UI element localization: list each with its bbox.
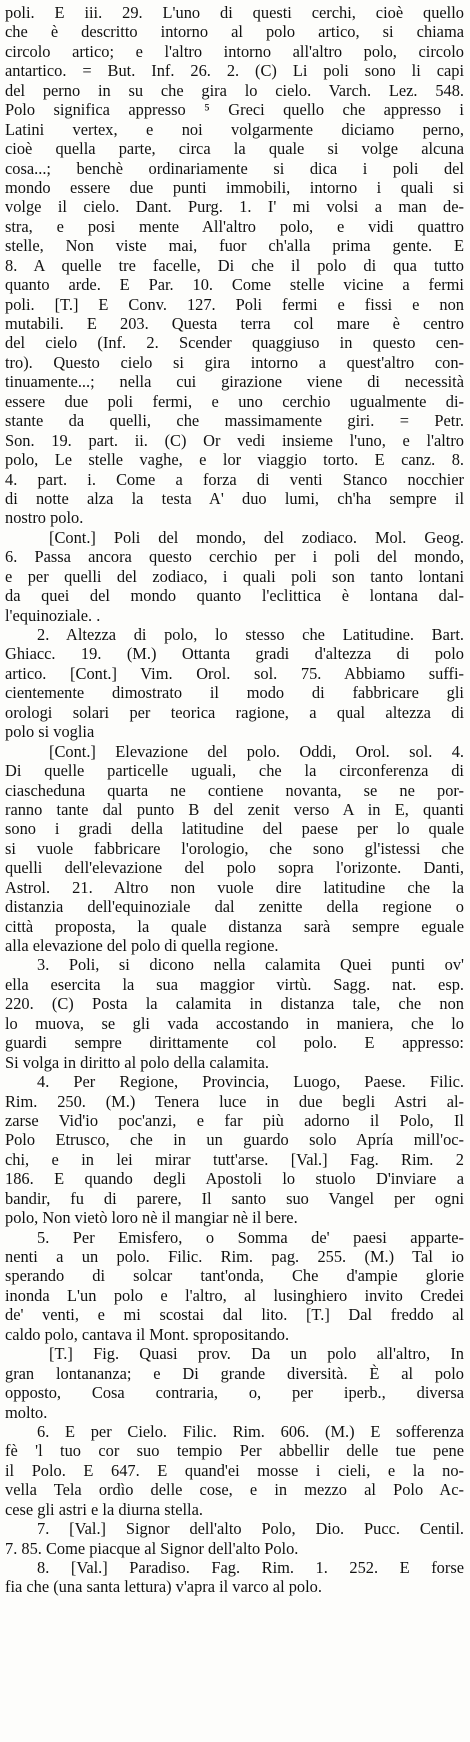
text-line: quanto arde. E Par. 10. Come stelle vicine a fermi — [5, 275, 464, 295]
text-line: distanzia dell'equinoziale dal zenitte della regione o — [5, 897, 464, 917]
text-line: Son. 19. part. ii. (C) Or vedi insieme l'uno, e l'altro — [5, 430, 464, 450]
text-line: l'equinoziale. . — [5, 605, 101, 625]
text-line: nostro polo. — [5, 508, 84, 528]
text-line: vella Tela ordìo delle cose, e in mezzo al Polo Ac- — [5, 1480, 464, 1500]
text-line: 8. [Val.] Paradiso. Fag. Rim. 1. 252. E forse — [37, 1558, 464, 1577]
text-line: Ghiacc. 19. (M.) Ottanta gradi d'altezza di polo — [5, 644, 464, 664]
text-line: lo muova, se gli vada accostando in maniera, che lo — [5, 1013, 464, 1033]
text-line: tinuamente...; nella cui girazione viene di necessità — [5, 372, 464, 392]
text-line: nenti a un polo. Filic. Rim. pag. 255. (M.) Tal io — [5, 1247, 464, 1266]
text-line: essere due poli fermi, e uno cerchio ugualmente di- — [5, 391, 464, 411]
text-line: volge il cielo. Dant. Purg. 1. I' mi volsi a man de- — [5, 197, 464, 217]
text-line: fia che (una santa lettura) v'apra il varco al polo. — [5, 1577, 322, 1597]
text-line: Polo Etrusco, che in un guardo solo Apría mill'oc- — [5, 1130, 464, 1150]
text-line: gran lontananza; e Di grande diversità. È al polo — [5, 1363, 464, 1383]
text-line: polo, Le stelle vaghe, e lor viaggio torto. E canz. 8. — [5, 450, 464, 470]
text-line: quelli dell'elevazione del polo sopra l'orizonte. Danti, — [5, 858, 464, 878]
text-line: cese gli astri e la diurna stella. — [5, 1499, 203, 1519]
text-line: sperando di solcar tant'onda, Che d'ampie glorie — [5, 1266, 464, 1286]
text-line: mutabili. E 203. Questa terra col mare è centro — [5, 314, 464, 333]
text-line: e per quelli del zodiaco, i quali poli son tanto lontani — [5, 566, 464, 586]
text-line: chi, e in lei mirar tutt'arse. [Val.] Fag. Rim. 2 — [5, 1149, 464, 1169]
text-line: poli. E iii. 29. L'uno di questi cerchi, cioè quello — [5, 3, 464, 22]
text-line: inonda L'un polo e l'altro, al lusinghiero invito Credei — [5, 1285, 464, 1305]
text-line: si vuole fabbricare l'orologio, che sono gl'istessi che — [5, 838, 464, 858]
text-line: sono i gradi della latitudine del paese per lo quale — [5, 819, 464, 839]
text-line: caldo polo, cantava il Mont. spropositando. — [5, 1324, 290, 1344]
text-line: ella esercita la sua maggior virtù. Sagg. nat. esp. — [5, 974, 464, 994]
text-line: Rim. 250. (M.) Tenera luce in due begli Astri al- — [5, 1091, 464, 1111]
text-line: polo, Non vietò loro nè il mangiar nè il bere. — [5, 1208, 298, 1228]
text-line: artico. [Cont.] Vim. Orol. sol. 75. Abbiamo suffi- — [5, 663, 464, 683]
text-line: opposto, Cosa contraria, o, per iperb., diversa — [5, 1383, 464, 1403]
text-line: cioè quella parte, circa la quale si volge alcuna — [5, 139, 464, 159]
text-line: [Cont.] Poli del mondo, del zodiaco. Mol. Geog. — [49, 527, 464, 547]
text-line: orologi solari per teorica ragione, a qual altezza di — [5, 702, 464, 722]
text-line: molto. — [5, 1402, 48, 1422]
text-line: che è descritto intorno al polo artico, si chiama — [5, 22, 464, 42]
text-line: zarse Vid'io poc'anzi, e far più adorno il Polo, Il — [5, 1110, 464, 1130]
text-line: 6. Passa ancora questo cerchio per i poli del mondo, — [5, 547, 464, 567]
text-line: di notte alza la testa A' duo lumi, ch'ha sempre il — [5, 488, 464, 508]
text-line: [T.] Fig. Quasi prov. Da un polo all'altro, In — [49, 1344, 464, 1364]
text-line: 6. E per Cielo. Filic. Rim. 606. (M.) E sofferenza — [37, 1421, 464, 1441]
text-line: 2. Altezza di polo, lo stesso che Latitudine. Bart. — [37, 625, 464, 644]
text-line: circolo artico; e l'altro intorno all'altro polo, circolo — [5, 41, 464, 61]
text-line: 8. A quelle tre facelle, Di che il polo di qua tutto — [5, 255, 464, 275]
text-line: stelle, Non viste mai, fuor ch'alla prima gente. E — [5, 236, 464, 256]
text-line: 220. (C) Posta la calamita in distanza tale, che non — [5, 994, 464, 1014]
text-line: de' venti, e mi scostai dal lito. [T.] Dal freddo al — [5, 1305, 464, 1325]
text-line: cientemente dimostrato il modo di fabbricare gli — [5, 683, 464, 703]
text-line: polo si voglia — [5, 722, 95, 742]
text-line: ciascheduna quarta ne contiene novanta, se ne por- — [5, 780, 464, 800]
text-line: antartico. = But. Inf. 26. 2. (C) Li poli sono li capi — [5, 61, 464, 81]
text-line: da quei del mondo quanto l'eclittica è lontana dal- — [5, 586, 464, 606]
text-line: 5. Per Emisfero, o Somma de' paesi apparte- — [37, 1227, 464, 1247]
text-line: Di quelle particelle uguali, che la circonferenza di — [5, 761, 464, 781]
text-line: Si volga in diritto al polo della calamita. — [5, 1052, 270, 1072]
text-line: fè 'l tuo cor suo tempio Per abbellir delle tue pene — [5, 1441, 464, 1461]
text-line: guardi sempre dirittamente col polo. E appresso: — [5, 1033, 464, 1053]
text-line: 7. 85. Come piacque al Signor dell'alto Polo. — [5, 1538, 299, 1558]
text-line: Astrol. 21. Altro non vuole dire latitudine che la — [5, 877, 464, 897]
text-line: [Cont.] Elevazione del polo. Oddi, Orol. sol. 4. — [49, 741, 464, 761]
text-line: Polo significa appresso ⁵ Greci quello che appresso i — [5, 100, 464, 120]
text-line: il Polo. E 647. E quand'ei mosse i cieli, e la no- — [5, 1460, 464, 1480]
text-line: alla elevazione del polo di quella regione. — [5, 936, 279, 955]
text-line: del cielo (Inf. 2. Scender quaggiuso in questo cen- — [5, 333, 464, 353]
text-line: poli. [T.] E Conv. 127. Poli fermi e fissi e non — [5, 294, 464, 314]
text-line: 3. Poli, si dicono nella calamita Quei punti ov' — [37, 955, 464, 975]
text-line: tro). Questo cielo si gira intorno a quest'altro con- — [5, 352, 464, 372]
text-line: del perno in su che gira lo cielo. Varch. Lez. 548. — [5, 80, 464, 100]
text-line: ranno tante dal punto B del zenit verso A in E, quanti — [5, 799, 464, 819]
text-line: 4. Per Regione, Provincia, Luogo, Paese. Filic. — [37, 1072, 464, 1092]
text-line: bandir, fu di parere, Il santo suo Vangel per ogni — [5, 1188, 464, 1208]
text-line: cosa...; benchè ordinariamente si dica i poli del — [5, 158, 464, 178]
text-line: mondo essere due punti immobili, intorno i quali si — [5, 177, 464, 197]
text-line: 7. [Val.] Signor dell'alto Polo, Dio. Pucc. Centil. — [37, 1519, 464, 1539]
text-line: città proposta, la quale distanza sarà sempre eguale — [5, 916, 464, 936]
text-line: 4. part. i. Come a forza di venti Stanco nocchier — [5, 469, 464, 489]
text-line: Latini vertex, e noi volgarmente diciamo perno, — [5, 119, 464, 139]
text-line: stante da quelli, che massimamente giri. = Petr. — [5, 411, 464, 431]
text-line: stra, e posi mente All'altro polo, e vidi quattro — [5, 216, 464, 236]
text-line: 186. E quando degli Apostoli lo stuolo D'inviare a — [5, 1169, 464, 1189]
